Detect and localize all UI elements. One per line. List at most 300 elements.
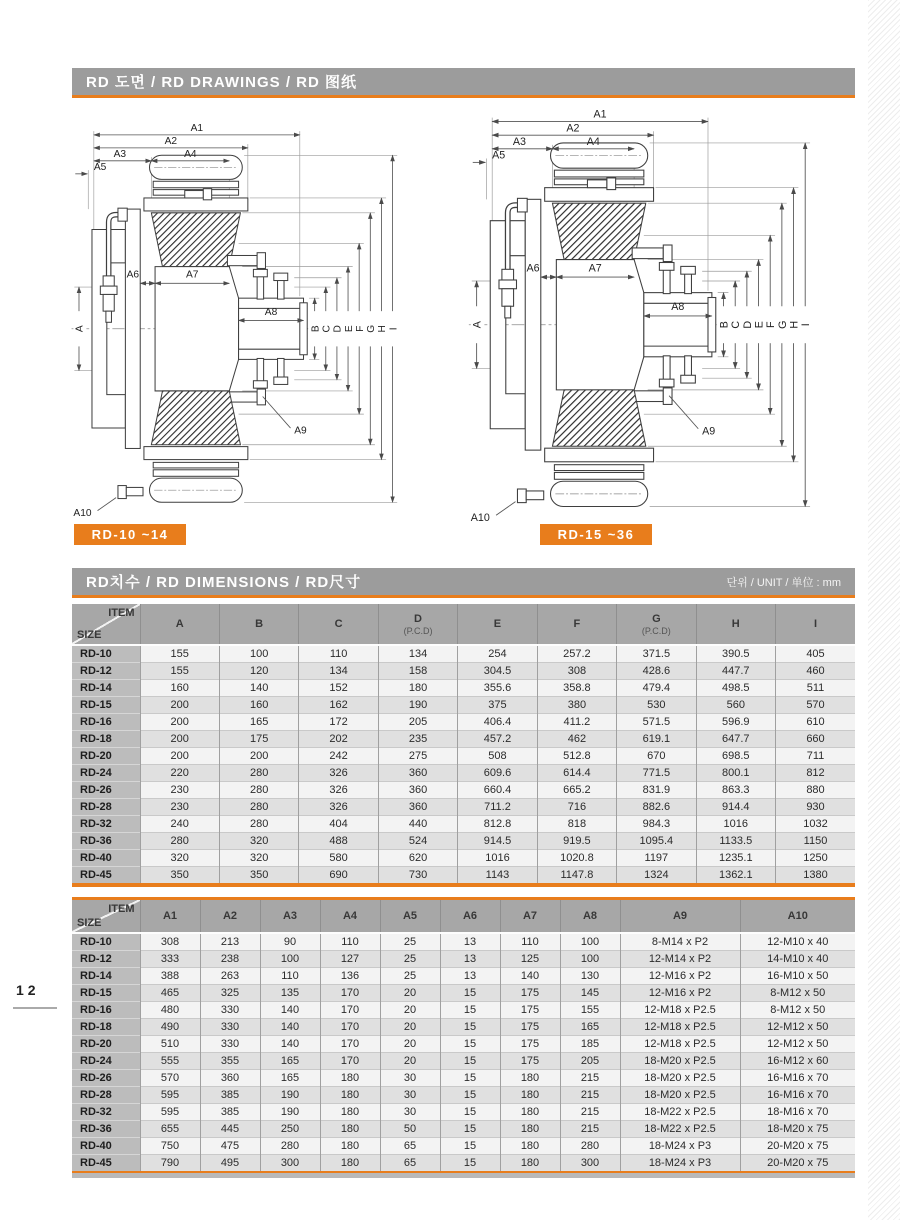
dimension-value-cell: 100 [560,933,620,951]
dimension-value-cell: 280 [260,1138,320,1155]
dimension-value-cell: 215 [560,1087,620,1104]
column-header-f [537,604,616,645]
column-header-a8 [560,900,620,933]
column-header-h [696,604,775,645]
unit-note: 단위 / UNIT / 单位 : mm [726,576,841,589]
dimension-value-cell: 580 [299,850,378,867]
dimension-value-cell: 20-M20 x 75 [740,1138,855,1155]
dimension-value-cell: 914.4 [696,799,775,816]
dimension-value-cell: 690 [299,867,378,884]
dimension-value-cell: 18-M24 x P3 [620,1138,740,1155]
dimension-value-cell: 882.6 [617,799,696,816]
dimension-value-cell: 172 [299,714,378,731]
dimension-value-cell: 406.4 [458,714,537,731]
table-row-rd-45 [72,867,855,884]
coupling-drawing-large-sizes [463,106,813,524]
dimension-value-cell: 134 [378,645,457,663]
dimension-value-cell: 355 [200,1053,260,1070]
dimension-value-cell: 930 [776,799,856,816]
table-row-rd-32 [72,1104,855,1121]
table-row-rd-12 [72,951,855,968]
dimension-value-cell: 130 [560,968,620,985]
dimension-value-cell: 127 [320,951,380,968]
dimension-value-cell: 15 [440,1036,500,1053]
dimension-value-cell: 330 [200,1036,260,1053]
dimension-value-cell: 300 [260,1155,320,1172]
dimension-value-cell: 190 [378,697,457,714]
row-size-label: RD-16 [72,714,140,731]
dimension-value-cell: 1133.5 [696,833,775,850]
dimension-value-cell: 280 [219,799,298,816]
dimension-value-cell: 596.9 [696,714,775,731]
dimension-value-cell: 1380 [776,867,856,884]
column-label: B [255,618,264,630]
dimension-value-cell: 175 [219,731,298,748]
dimension-value-cell: 155 [140,645,219,663]
dimension-value-cell: 140 [260,1036,320,1053]
dimension-value-cell: 15 [440,1138,500,1155]
dimension-value-cell: 385 [200,1104,260,1121]
dimension-value-cell: 300 [560,1155,620,1172]
row-size-label: RD-32 [72,1104,140,1121]
dimension-value-cell: 555 [140,1053,200,1070]
dimension-value-cell: 180 [320,1121,380,1138]
table-row-rd-45 [72,1155,855,1172]
dimension-value-cell: 160 [140,680,219,697]
dimension-value-cell: 790 [140,1155,200,1172]
dimension-value-cell: 280 [140,833,219,850]
dimension-value-cell: 152 [299,680,378,697]
dimension-value-cell: 405 [776,645,856,663]
dimension-value-cell: 190 [260,1087,320,1104]
page-number-rule [13,1007,57,1009]
dimension-value-cell: 360 [378,799,457,816]
dimension-value-cell: 15 [440,1019,500,1036]
dimension-value-cell: 13 [440,968,500,985]
table-row-rd-40 [72,1138,855,1155]
table-row-rd-40 [72,850,855,867]
dimension-value-cell: 1016 [458,850,537,867]
dimension-value-cell: 508 [458,748,537,765]
dimension-value-cell: 479.4 [617,680,696,697]
page-number: 12 [16,982,40,998]
dimension-value-cell: 480 [140,1002,200,1019]
dimension-value-cell: 90 [260,933,320,951]
dimension-value-cell: 140 [500,968,560,985]
dimension-value-cell: 512.8 [537,748,616,765]
row-size-label: RD-16 [72,1002,140,1019]
dimension-value-cell: 110 [260,968,320,985]
table-row-rd-15 [72,697,855,714]
corner-size-label: SIZE [77,917,102,929]
row-size-label: RD-18 [72,1019,140,1036]
row-size-label: RD-24 [72,765,140,782]
dimension-value-cell: 665.2 [537,782,616,799]
dimension-value-cell: 360 [200,1070,260,1087]
dimension-value-cell: 165 [560,1019,620,1036]
dimension-value-cell: 220 [140,765,219,782]
dimension-value-cell: 495 [200,1155,260,1172]
column-label: A2 [222,910,238,922]
table-row-rd-18 [72,1019,855,1036]
dimension-value-cell: 655 [140,1121,200,1138]
dimension-value-cell: 411.2 [537,714,616,731]
coupling-drawing-small-sizes [66,120,400,519]
dimension-value-cell: 1032 [776,816,856,833]
dimension-value-cell: 320 [140,850,219,867]
dimension-value-cell: 350 [219,867,298,884]
dimension-value-cell: 863.3 [696,782,775,799]
dimension-value-cell: 180 [500,1155,560,1172]
column-label: A8 [582,910,598,922]
table-row-rd-10 [72,645,855,663]
dimension-value-cell: 240 [140,816,219,833]
dimension-value-cell: 371.5 [617,645,696,663]
dimension-value-cell: 1324 [617,867,696,884]
dimension-value-cell: 595 [140,1104,200,1121]
row-size-label: RD-12 [72,663,140,680]
dimension-value-cell: 1095.4 [617,833,696,850]
table-row-rd-36 [72,833,855,850]
dimension-value-cell: 488 [299,833,378,850]
dimension-value-cell: 185 [560,1036,620,1053]
page-bottom-bar [72,1173,855,1178]
column-header-a1 [140,900,200,933]
dimension-value-cell: 380 [537,697,616,714]
row-size-label: RD-26 [72,1070,140,1087]
dimension-value-cell: 304.5 [458,663,537,680]
dimension-value-cell: 280 [219,765,298,782]
dimension-value-cell: 12-M12 x 50 [740,1036,855,1053]
dimension-value-cell: 660.4 [458,782,537,799]
row-size-label: RD-20 [72,1036,140,1053]
column-label: A10 [787,910,808,922]
column-label: A3 [282,910,298,922]
column-header-d [378,604,457,645]
dimension-value-cell: 595 [140,1087,200,1104]
dimension-value-cell: 812.8 [458,816,537,833]
column-header-a7 [500,900,560,933]
dimension-value-cell: 20 [380,1019,440,1036]
dimension-value-cell: 12-M18 x P2.5 [620,1002,740,1019]
dimension-value-cell: 14-M10 x 40 [740,951,855,968]
dimension-value-cell: 716 [537,799,616,816]
row-size-label: RD-10 [72,645,140,663]
dimension-value-cell: 8-M14 x P2 [620,933,740,951]
dimension-value-cell: 15 [440,1087,500,1104]
dimension-value-cell: 13 [440,951,500,968]
dimension-value-cell: 498.5 [696,680,775,697]
dimension-value-cell: 180 [500,1104,560,1121]
dimension-value-cell: 170 [320,1019,380,1036]
row-size-label: RD-12 [72,951,140,968]
dimension-value-cell: 1016 [696,816,775,833]
dimension-value-cell: 100 [560,951,620,968]
dimension-value-cell: 200 [140,748,219,765]
dimension-value-cell: 812 [776,765,856,782]
dimension-value-cell: 165 [260,1070,320,1087]
dimension-value-cell: 404 [299,816,378,833]
dimension-value-cell: 375 [458,697,537,714]
table-row-rd-10 [72,933,855,951]
row-size-label: RD-36 [72,833,140,850]
dimension-value-cell: 325 [200,985,260,1002]
dimension-value-cell: 170 [320,1036,380,1053]
drawings-section-title: RD 도면 / RD DRAWINGS / RD 图纸 [86,74,357,91]
row-size-label: RD-45 [72,867,140,884]
table-row-rd-36 [72,1121,855,1138]
dimension-value-cell: 1362.1 [696,867,775,884]
dimension-value-cell: 134 [299,663,378,680]
dimension-value-cell: 326 [299,799,378,816]
size-range-badge-rd15-36: RD-15 ~36 [540,524,652,545]
dimension-value-cell: 238 [200,951,260,968]
column-label: A5 [402,910,418,922]
page-edge-texture [868,0,900,1220]
table-row-rd-15 [72,985,855,1002]
dimension-value-cell: 1147.8 [537,867,616,884]
dimension-value-cell: 20 [380,985,440,1002]
dimension-value-cell: 730 [378,867,457,884]
dimension-value-cell: 65 [380,1155,440,1172]
column-header-a [140,604,219,645]
dimension-value-cell: 330 [200,1019,260,1036]
column-header-c [299,604,378,645]
column-label: E [493,618,502,630]
column-label: A7 [522,910,538,922]
dimension-value-cell: 619.1 [617,731,696,748]
dimension-value-cell: 135 [260,985,320,1002]
dimension-value-cell: 15 [440,1053,500,1070]
dimension-value-cell: 280 [560,1138,620,1155]
dimension-value-cell: 263 [200,968,260,985]
table-row-rd-20 [72,1036,855,1053]
dimension-value-cell: 390.5 [696,645,775,663]
dimension-value-cell: 13 [440,933,500,951]
dimension-value-cell: 18-M20 x P2.5 [620,1070,740,1087]
column-sublabel: (P.C.D) [641,625,671,636]
dimension-value-cell: 180 [320,1104,380,1121]
dimension-value-cell: 308 [140,933,200,951]
dimension-value-cell: 12-M16 x P2 [620,968,740,985]
dimension-value-cell: 162 [299,697,378,714]
dimension-value-cell: 880 [776,782,856,799]
table-row-rd-14 [72,680,855,697]
row-size-label: RD-28 [72,1087,140,1104]
dimension-value-cell: 158 [378,663,457,680]
dimension-value-cell: 280 [219,816,298,833]
dimension-value-cell: 8-M12 x 50 [740,1002,855,1019]
dimension-value-cell: 614.4 [537,765,616,782]
corner-item-label: ITEM [108,903,135,915]
dimension-value-cell: 326 [299,782,378,799]
dimension-value-cell: 610 [776,714,856,731]
dimension-value-cell: 620 [378,850,457,867]
dimension-value-cell: 18-M24 x P3 [620,1155,740,1172]
dimension-value-cell: 350 [140,867,219,884]
column-label: H [731,618,740,630]
dimension-value-cell: 12-M12 x 50 [740,1019,855,1036]
dimension-value-cell: 120 [219,663,298,680]
dimension-value-cell: 175 [500,1019,560,1036]
dimension-value-cell: 30 [380,1087,440,1104]
dimension-value-cell: 180 [500,1138,560,1155]
column-label: F [573,618,581,630]
dimension-value-cell: 100 [219,645,298,663]
dimensions-section-header [72,568,855,598]
row-size-label: RD-14 [72,680,140,697]
dimension-value-cell: 750 [140,1138,200,1155]
dimension-value-cell: 570 [776,697,856,714]
table-row-rd-14 [72,968,855,985]
dimension-value-cell: 609.6 [458,765,537,782]
dimension-value-cell: 12-M14 x P2 [620,951,740,968]
dimension-value-cell: 175 [500,1002,560,1019]
table-row-rd-26 [72,782,855,799]
dimension-value-cell: 511 [776,680,856,697]
dimension-value-cell: 180 [500,1087,560,1104]
dimension-value-cell: 326 [299,765,378,782]
dimensions-section-title: RD치수 / RD DIMENSIONS / RD尺寸 [86,574,362,591]
row-size-label: RD-14 [72,968,140,985]
dimension-value-cell: 919.5 [537,833,616,850]
dimension-value-cell: 200 [140,697,219,714]
table-row-rd-18 [72,731,855,748]
dimension-value-cell: 242 [299,748,378,765]
dimension-value-cell: 818 [537,816,616,833]
dimension-value-cell: 360 [378,782,457,799]
column-label: A6 [462,910,478,922]
column-header-i [776,604,856,645]
column-label: A1 [162,910,178,922]
dimension-value-cell: 65 [380,1138,440,1155]
dimension-value-cell: 175 [500,1053,560,1070]
dimension-value-cell: 440 [378,816,457,833]
dimension-value-cell: 15 [440,1155,500,1172]
dimension-value-cell: 110 [320,933,380,951]
column-header-a5 [380,900,440,933]
column-header-b [219,604,298,645]
row-size-label: RD-24 [72,1053,140,1070]
dimension-value-cell: 175 [500,985,560,1002]
dimension-value-cell: 180 [378,680,457,697]
dimension-value-cell: 170 [320,985,380,1002]
column-label: A9 [672,910,688,922]
dimension-value-cell: 205 [560,1053,620,1070]
dimension-value-cell: 257.2 [537,645,616,663]
dimension-value-cell: 530 [617,697,696,714]
dimension-value-cell: 215 [560,1121,620,1138]
dimension-value-cell: 457.2 [458,731,537,748]
dimension-value-cell: 50 [380,1121,440,1138]
dimension-value-cell: 12-M18 x P2.5 [620,1036,740,1053]
dimension-value-cell: 984.3 [617,816,696,833]
dimension-value-cell: 1150 [776,833,856,850]
dimension-value-cell: 8-M12 x 50 [740,985,855,1002]
row-size-label: RD-10 [72,933,140,951]
dimension-value-cell: 140 [260,1019,320,1036]
table-row-rd-16 [72,1002,855,1019]
dimension-value-cell: 110 [500,933,560,951]
dimension-value-cell: 475 [200,1138,260,1155]
dimensions-table-main [72,604,855,887]
corner-header-cell [72,604,140,645]
dimension-value-cell: 140 [219,680,298,697]
dimension-value-cell: 213 [200,933,260,951]
table-row-rd-26 [72,1070,855,1087]
dimension-value-cell: 155 [560,1002,620,1019]
table-row-rd-12 [72,663,855,680]
dimension-value-cell: 20 [380,1036,440,1053]
dimension-value-cell: 20 [380,1002,440,1019]
dimension-value-cell: 165 [260,1053,320,1070]
dimension-value-cell: 524 [378,833,457,850]
dimension-value-cell: 800.1 [696,765,775,782]
dimension-value-cell: 388 [140,968,200,985]
column-header-a10 [740,900,855,933]
row-size-label: RD-28 [72,799,140,816]
dimension-value-cell: 12-M16 x P2 [620,985,740,1002]
dimension-value-cell: 165 [219,714,298,731]
dimension-value-cell: 175 [500,1036,560,1053]
row-size-label: RD-20 [72,748,140,765]
column-label: A4 [342,910,358,922]
dimension-value-cell: 670 [617,748,696,765]
dimension-value-cell: 15 [440,1104,500,1121]
dimension-value-cell: 190 [260,1104,320,1121]
dimension-value-cell: 490 [140,1019,200,1036]
dimension-value-cell: 180 [320,1087,380,1104]
dimensions-table-detail [72,897,855,1175]
dimension-value-cell: 250 [260,1121,320,1138]
dimension-value-cell: 647.7 [696,731,775,748]
dimension-value-cell: 140 [260,1002,320,1019]
dimension-value-cell: 571.5 [617,714,696,731]
column-label: C [334,618,343,630]
dimension-value-cell: 160 [219,697,298,714]
corner-header-cell [72,900,140,933]
dimension-value-cell: 360 [378,765,457,782]
dimension-value-cell: 25 [380,951,440,968]
dimension-value-cell: 170 [320,1002,380,1019]
dimension-value-cell: 30 [380,1104,440,1121]
dimension-value-cell: 18-M22 x P2.5 [620,1104,740,1121]
dimension-value-cell: 12-M10 x 40 [740,933,855,951]
dimension-value-cell: 20-M20 x 75 [740,1155,855,1172]
dimension-value-cell: 15 [440,1002,500,1019]
dimension-value-cell: 170 [320,1053,380,1070]
dimension-value-cell: 202 [299,731,378,748]
dimension-value-cell: 145 [560,985,620,1002]
dimension-value-cell: 333 [140,951,200,968]
dimension-value-cell: 15 [440,1121,500,1138]
table-row-rd-24 [72,1053,855,1070]
dimension-value-cell: 180 [500,1121,560,1138]
dimension-value-cell: 465 [140,985,200,1002]
dimension-value-cell: 25 [380,968,440,985]
dimension-value-cell: 230 [140,782,219,799]
dimension-value-cell: 205 [378,714,457,731]
table-row-rd-24 [72,765,855,782]
dimension-value-cell: 445 [200,1121,260,1138]
corner-item-label: ITEM [108,607,135,619]
dimension-value-cell: 280 [219,782,298,799]
dimension-value-cell: 16-M16 x 70 [740,1070,855,1087]
dimension-value-cell: 462 [537,731,616,748]
dimension-value-cell: 355.6 [458,680,537,697]
table-row-rd-32 [72,816,855,833]
dimension-value-cell: 275 [378,748,457,765]
